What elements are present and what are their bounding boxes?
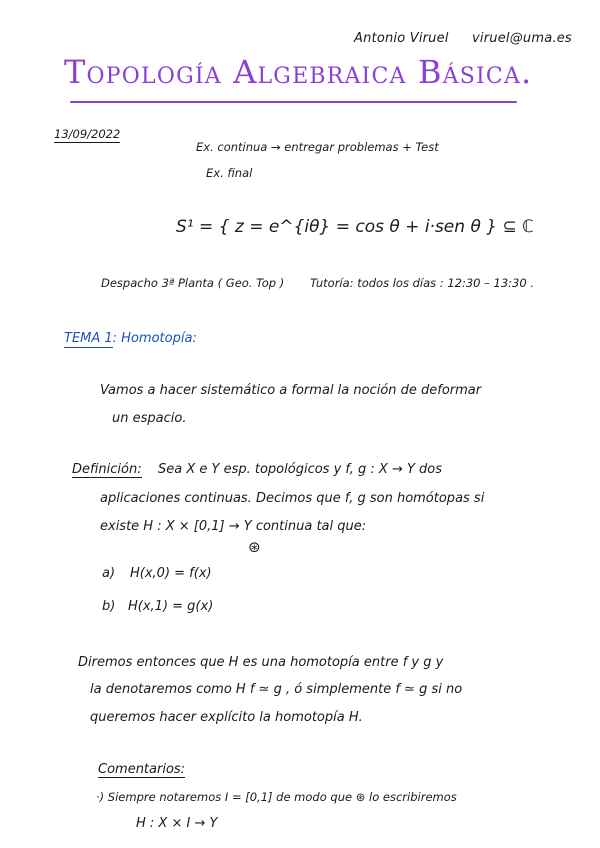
intro-line-1: Vamos a hacer sistemático a formal la noción de deformar — [100, 383, 482, 398]
item-b: H(x,1) = g(x) — [128, 599, 214, 614]
star-marker: ⊛ — [248, 538, 261, 556]
comments-line-1: ·) Siempre notaremos I = [0,1] de modo que ⊛ lo escribiremos — [96, 790, 457, 804]
item-a: H(x,0) = f(x) — [130, 566, 212, 581]
item-b-label: b) — [102, 599, 116, 614]
title-underline — [70, 101, 517, 103]
paragraph-line-3: queremos hacer explícito la homotopía H. — [90, 710, 363, 725]
comments-label: Comentarios: — [98, 762, 186, 777]
item-a-label: a) — [102, 566, 116, 581]
paragraph-line-2: la denotaremos como H f ≃ g , ó simplemente f ≃ g si no — [90, 682, 463, 697]
date: 13/09/2022 — [54, 127, 121, 141]
tutoring-hours: Tutoría: todos los días : 12:30 – 13:30 . — [310, 276, 534, 290]
author-email: viruel@uma.es — [472, 31, 572, 46]
page-title: Topología Algebraica Básica. — [64, 53, 533, 91]
definition-label: Definición: — [72, 462, 142, 477]
s1-formula: S¹ = { z = e^{iθ} = cos θ + i·sen θ } ⊆ ℂ — [176, 217, 534, 237]
paragraph-line-1: Diremos entonces que H es una homotopía entre f y g y — [78, 655, 444, 670]
tema-label: TEMA 1 — [64, 331, 113, 346]
exam-line-1: Ex. continua → entregar problemas + Test — [196, 140, 439, 154]
tema-name: : Homotopía: — [112, 331, 197, 346]
definition-line-3: existe H : X × [0,1] → Y continua tal que: — [100, 519, 367, 534]
tema-heading — [64, 332, 197, 345]
intro-line-2: un espacio. — [112, 411, 187, 426]
comments-line-2: H : X × I → Y — [136, 816, 218, 831]
definition-line-1: Sea X e Y esp. topológicos y f, g : X → Y dos — [158, 462, 443, 477]
definition-line-2: aplicaciones continuas. Decimos que f, g son homótopas si — [100, 491, 485, 506]
office-location: Despacho 3ª Planta ( Geo. Top ) — [101, 276, 285, 290]
author-name: Antonio Viruel — [354, 31, 449, 46]
exam-line-2: Ex. final — [206, 166, 253, 180]
